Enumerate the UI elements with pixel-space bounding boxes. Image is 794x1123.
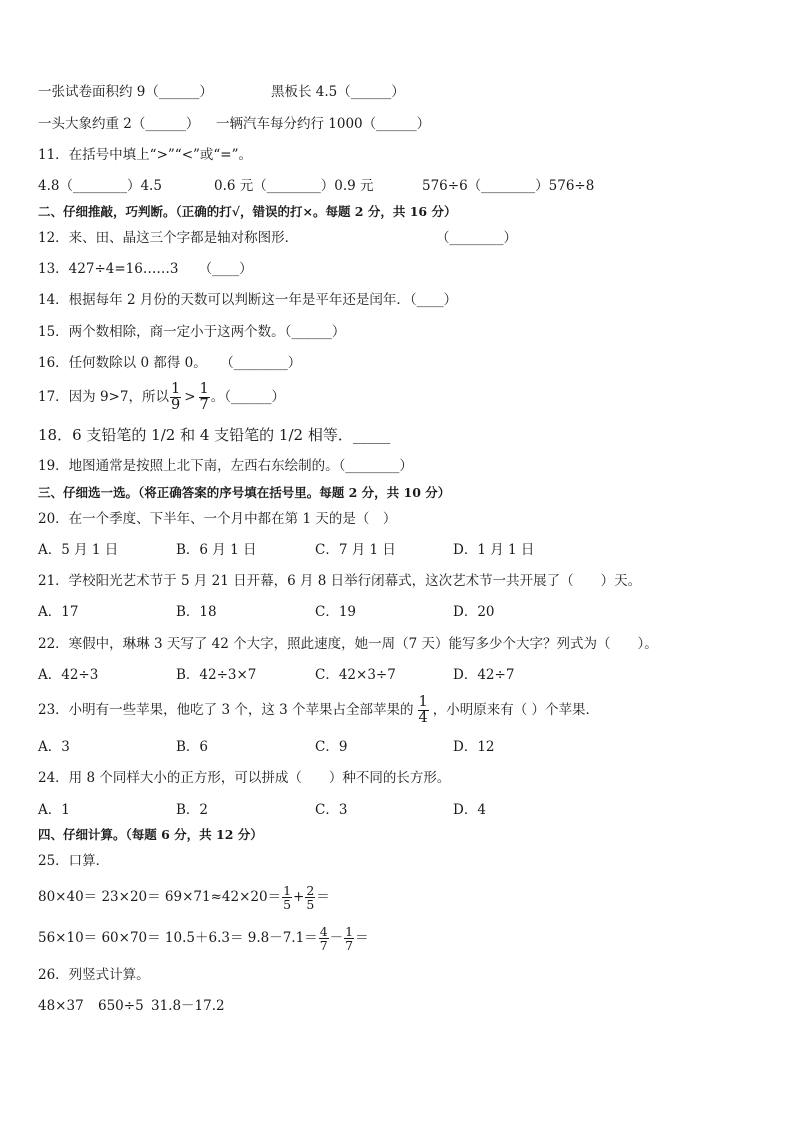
fill-item-blackboard-length: 黑板长 4.5（______）	[271, 84, 405, 100]
vertical-calc-item-3: 31.8－17.2	[151, 998, 225, 1014]
oral-calc-row-1-text: 80×40＝ 23×20＝ 69×71≈42×20＝	[38, 889, 282, 905]
question-15: 15．两个数相除，商一定小于这两个数。（______）	[38, 324, 346, 340]
fill-item-elephant-weight: 一头大象约重 2（______）	[38, 116, 200, 132]
oral-calc-row-2-text: 56×10＝ 60×70＝ 10.5＋6.3＝ 9.8－7.1＝	[38, 930, 318, 946]
option-c: C．3	[315, 802, 348, 818]
option-a: A．5 月 1 日	[38, 542, 119, 558]
question-13: 13．427÷4=16……3 （____）	[38, 261, 253, 277]
question-12-text: 12．来、田、晶这三个字都是轴对称图形．	[38, 230, 299, 246]
option-c: C．19	[315, 604, 357, 620]
fraction-denominator: 5	[306, 896, 315, 912]
fraction-one-quarter	[418, 695, 429, 726]
question-14: 14．根据每年 2 月份的天数可以判断这一年是平年还是闰年．（____）	[38, 292, 458, 308]
question-11-part-3: 576÷6（________）576÷8	[422, 178, 595, 194]
option-b: B．18	[176, 604, 217, 620]
question-16: 16．任何数除以 0 都得 0。 （________）	[38, 355, 302, 371]
oral-calc-row-2	[38, 922, 369, 954]
fraction-four-sevenths	[319, 925, 329, 952]
section-3-heading: 三、仔细选一选。（将正确答案的序号填在括号里。每题 2 分，共 10 分）	[38, 485, 451, 500]
question-21-stem: 21．学校阳光艺术节于 5 月 21 日开幕，6 月 8 日举行闭幕式，这次艺术节一共开展了（ ）天。	[38, 573, 642, 589]
equals-sign: ＝	[355, 930, 369, 946]
question-24-stem: 24．用 8 个同样大小的正方形，可以拼成（ ）种不同的长方形。	[38, 770, 451, 786]
section-4-heading: 四、仔细计算。（每题 6 分，共 12 分）	[38, 827, 263, 842]
option-b: B．42÷3×7	[176, 667, 257, 683]
fraction-two-fifths	[305, 884, 315, 911]
vertical-calc-item-1: 48×37	[38, 998, 84, 1014]
fraction-numerator: 1	[170, 380, 181, 397]
plus-operator: +	[293, 889, 305, 905]
oral-calc-row-1	[38, 881, 330, 913]
question-23-stem	[38, 694, 599, 726]
question-11-part-1: 4.8（________）4.5	[38, 178, 162, 194]
fraction-numerator: 1	[199, 380, 209, 397]
option-b: B．6 月 1 日	[176, 542, 257, 558]
question-20-stem: 20．在一个季度、下半年、一个月中都在第 1 天的是（ ）	[38, 511, 397, 527]
question-17-pre: 17．因为 9>7，所以	[38, 389, 169, 405]
option-d: D．1 月 1 日	[453, 542, 535, 558]
option-a: A．1	[38, 802, 70, 818]
option-d: D．4	[453, 802, 486, 818]
question-25-stem: 25．口算．	[38, 853, 110, 869]
fraction-denominator: 9	[170, 396, 181, 413]
question-12-blank: （________）	[436, 230, 517, 246]
vertical-calc-item-2: 650÷5	[98, 998, 144, 1014]
minus-operator: －	[329, 930, 344, 946]
fraction-denominator: 7	[345, 937, 354, 953]
option-a: A．42÷3	[38, 667, 99, 683]
fill-item-paper-area: 一张试卷面积约 9（______）	[38, 84, 213, 100]
fill-item-car-speed: 一辆汽车每分约行 1000（______）	[216, 116, 431, 132]
option-c: C．9	[315, 739, 348, 755]
option-d: D．42÷7	[453, 667, 515, 683]
option-d: D．20	[453, 604, 495, 620]
fraction-one-seventh	[199, 382, 210, 413]
option-a: A．17	[38, 604, 79, 620]
question-23-post: ，小明原来有（ ）个苹果．	[432, 702, 600, 718]
fraction-numerator: 1	[345, 923, 354, 939]
fraction-numerator: 1	[418, 693, 428, 710]
question-17-post: 。（______）	[210, 389, 285, 405]
question-22-stem: 22．寒假中，琳琳 3 天写了 42 个大字，照此速度，她一周（7 天）能写多少个大字？列式为（ ）。	[38, 636, 658, 652]
fraction-numerator: 2	[306, 882, 315, 898]
question-11-stem: 11．在括号中填上“>”“<”或“=”。	[38, 147, 253, 163]
fraction-denominator: 7	[319, 937, 328, 953]
fraction-denominator: 5	[283, 896, 292, 912]
option-b: B．2	[176, 802, 209, 818]
section-2-heading: 二、仔细推敲，巧判断。（正确的打√，错误的打×。每题 2 分，共 16 分）	[38, 204, 457, 219]
question-11-part-2: 0.6 元（________）0.9 元	[214, 178, 374, 194]
fraction-one-ninth	[170, 382, 181, 413]
question-17-operator: >	[184, 389, 196, 405]
option-a: A．3	[38, 739, 70, 755]
option-c: C．7 月 1 日	[315, 542, 396, 558]
question-17	[38, 382, 285, 412]
fraction-one-seventh	[344, 925, 354, 952]
question-18: 18．6 支铅笔的 1/2 和 4 支铅笔的 1/2 相等．_____	[38, 426, 391, 444]
question-19: 19．地图通常是按照上北下南，左西右东绘制的。（________）	[38, 458, 413, 474]
fraction-one-fifth	[282, 884, 292, 911]
fraction-denominator: 4	[418, 709, 428, 726]
fraction-numerator: 4	[319, 923, 328, 939]
option-d: D．12	[453, 739, 495, 755]
option-c: C．42×3÷7	[315, 667, 396, 683]
option-b: B．6	[176, 739, 209, 755]
equals-sign: ＝	[316, 889, 330, 905]
question-23-pre: 23．小明有一些苹果，他吃了 3 个，这 3 个苹果占全部苹果的	[38, 702, 414, 718]
fraction-denominator: 7	[199, 396, 209, 413]
fraction-numerator: 1	[283, 882, 292, 898]
question-26-stem: 26．列竖式计算。	[38, 967, 150, 983]
